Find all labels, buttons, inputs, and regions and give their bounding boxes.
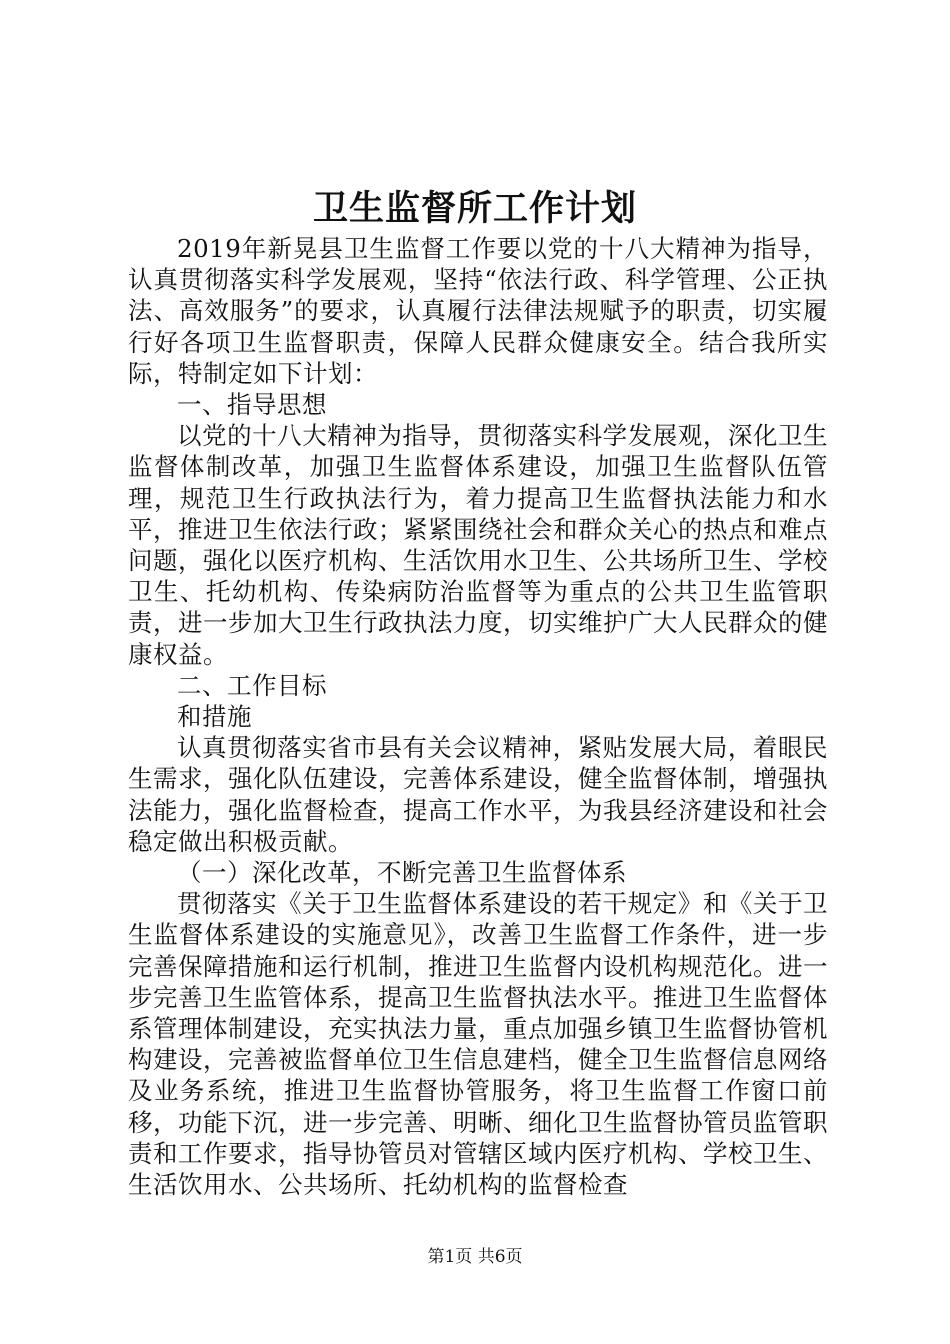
paragraph-intro: 2019年新晃县卫生监督工作要以党的十八大精神为指导，认真贯彻落实科学发展观，坚持“依法行政、科学管理、公正执法、高效服务”的要求，认真履行法律法规赋予的职责，切实履行好各项卫生监督职责，保障人民群众健康安全。结合我所实际，特制定如下计划： bbox=[128, 234, 828, 388]
paragraph-guiding-ideology: 以党的十八大精神为指导，贯彻落实科学发展观，深化卫生监督体制改革，加强卫生监督体系建设，加强卫生监督队伍管理，规范卫生行政执法行为，着力提高卫生监督执法能力和水平，推进卫生依法行政；紧紧围绕社会和群众关心的热点和难点问题，强化以医疗机构、生活饮用水卫生、公共场所卫生、学校卫生、托幼机构、传染病防治监督等为重点的公共卫生监管职责，进一步加大卫生行政执法力度，切实维护广大人民群众的健康权益。 bbox=[128, 421, 828, 669]
subheading-deepen-reform: （一）深化改革，不断完善卫生监督体系 bbox=[177, 858, 627, 888]
paragraph-deepen-reform: 贯彻落实《关于卫生监督体系建设的若干规定》和《关于卫生监督体系建设的实施意见》，改善卫生监督工作条件，进一步完善保障措施和运行机制，推进卫生监督内设机构规范化。进一步完善卫生监管体系，提高卫生监督执法水平。推进卫生监督体系管理体制建设，充实执法力量，重点加强乡镇卫生监督协管机构建设，完善被监督单位卫生信息建档，健全卫生监督信息网络及业务系统，推进卫生监督协管服务，将卫生监督工作窗口前移，功能下沉，进一步完善、明晰、细化卫生监督协管员监管职责和工作要求，指导协管员对管辖区域内医疗机构、学校卫生、生活饮用水、公共场所、托幼机构的监督检查 bbox=[128, 889, 828, 1200]
paragraph-work-goals: 认真贯彻落实省市县有关会议精神，紧贴发展大局，着眼民生需求，强化队伍建设，完善体系建设，健全监督体制，增强执法能力，强化监督检查，提高工作水平，为我县经济建设和社会稳定做出积极贡献。 bbox=[128, 733, 828, 856]
heading-work-goals: 二、工作目标 bbox=[177, 670, 327, 700]
heading-guiding-ideology: 一、指导思想 bbox=[177, 390, 327, 420]
document-title: 卫生监督所工作计划 bbox=[312, 188, 637, 229]
heading-work-goals-continued: 和措施 bbox=[177, 702, 252, 732]
document-body bbox=[128, 233, 828, 1200]
page-footer: 第1页 共6页 bbox=[427, 1247, 523, 1267]
